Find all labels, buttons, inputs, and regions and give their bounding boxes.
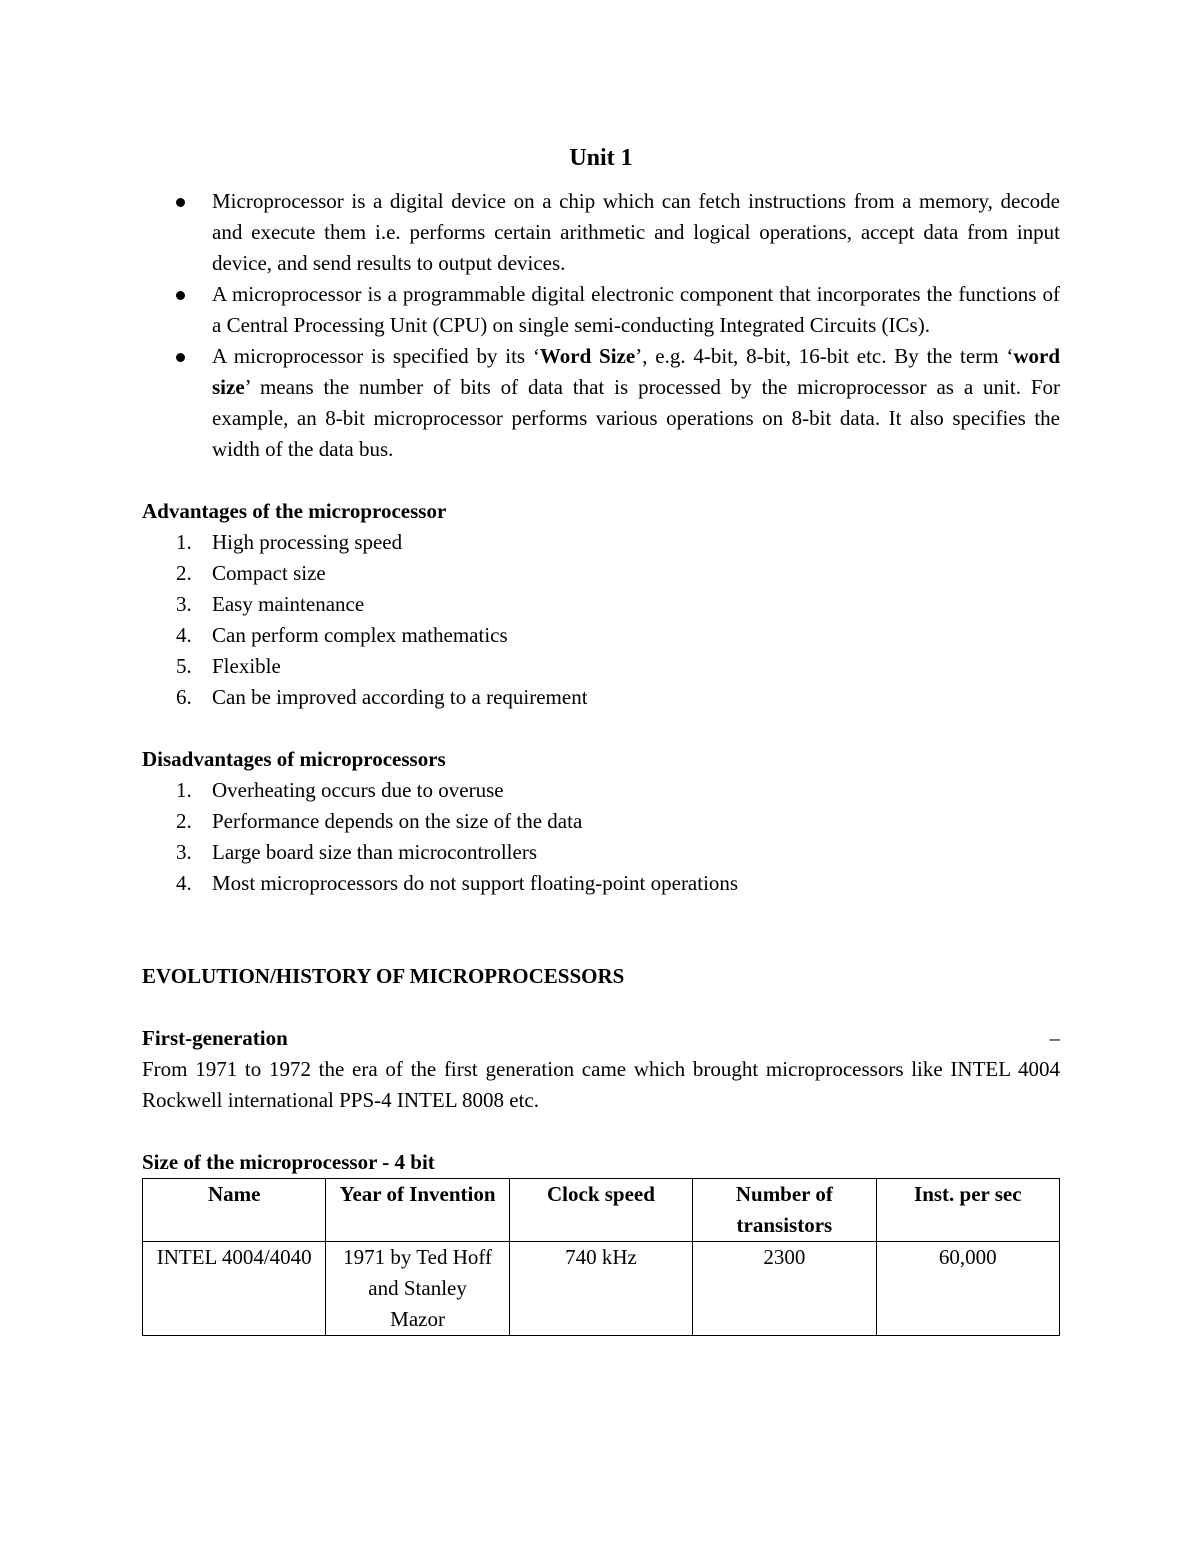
bullet-text: Microprocessor is a digital device on a chip which can fetch instructions from a memory, decode and execute them i.e. performs certain arithmetic and logical operations, accept data from input device, and send results to output devices. — [212, 189, 1060, 275]
list-number: 6. — [176, 685, 192, 709]
list-item-text: Flexible — [212, 654, 281, 678]
list-item-text: Large board size than microcontrollers — [212, 840, 537, 864]
list-item — [142, 589, 1060, 620]
list-item-text: Can perform complex mathematics — [212, 623, 508, 647]
disadvantages-list — [142, 775, 1060, 899]
bullet-text-part: A microprocessor is specified by its ‘ — [212, 344, 540, 368]
list-item-text: High processing speed — [212, 530, 403, 554]
list-number: 3. — [176, 840, 192, 864]
table-header-row — [143, 1179, 1060, 1242]
bullet-bold-term: word size — [212, 344, 1060, 399]
table-header-cell: Name — [143, 1179, 326, 1242]
bullet-icon — [176, 291, 185, 300]
list-number: 4. — [176, 871, 192, 895]
list-item-text: Easy maintenance — [212, 592, 365, 616]
bullet-item — [142, 186, 1060, 279]
microprocessor-table — [142, 1178, 1060, 1336]
advantages-heading: Advantages of the microprocessor — [142, 499, 447, 523]
bullet-icon — [176, 353, 185, 362]
list-item-text: Can be improved according to a requirement — [212, 685, 588, 709]
table-header-cell: Year of Invention — [326, 1179, 509, 1242]
size-label: Size of the microprocessor - 4 bit — [142, 1150, 435, 1174]
list-item — [142, 620, 1060, 651]
list-number: 2. — [176, 561, 192, 585]
list-number: 3. — [176, 592, 192, 616]
bullet-item — [142, 341, 1060, 465]
list-item — [142, 527, 1060, 558]
advantages-list — [142, 527, 1060, 713]
list-number: 1. — [176, 778, 192, 802]
disadvantages-heading: Disadvantages of microprocessors — [142, 747, 446, 771]
list-number: 4. — [176, 623, 192, 647]
intro-bullet-list — [142, 186, 1060, 465]
table-cell: 740 kHz — [509, 1242, 692, 1336]
page-title: Unit 1 — [569, 145, 633, 171]
list-number: 1. — [176, 530, 192, 554]
table-cell: 1971 by Ted Hoff and Stanley Mazor — [326, 1242, 509, 1336]
bullet-text: A microprocessor is a programmable digital electronic component that incorporates the functions of a Central Processing Unit (CPU) on single semi-conducting Integrated Circuits (ICs). — [212, 282, 1060, 337]
first-generation-heading-row — [142, 1023, 1060, 1054]
list-item-text: Overheating occurs due to overuse — [212, 778, 504, 802]
list-item — [142, 682, 1060, 713]
table-cell: 60,000 — [876, 1242, 1059, 1336]
list-item — [142, 651, 1060, 682]
bullet-text-part: ’, e.g. 4-bit, 8-bit, 16-bit etc. By the term ‘ — [635, 344, 1014, 368]
list-item — [142, 558, 1060, 589]
list-number: 2. — [176, 809, 192, 833]
table-header-cell: Number of transistors — [693, 1179, 876, 1242]
list-item-text: Performance depends on the size of the data — [212, 809, 583, 833]
first-generation-paragraph: From 1971 to 1972 the era of the first generation came which brought microprocessors like INTEL 4004 Rockwell international PPS-4 INTEL 8008 etc. — [142, 1057, 1060, 1112]
list-item — [142, 868, 1060, 899]
table-header-cell: Inst. per sec — [876, 1179, 1059, 1242]
table-row — [143, 1242, 1060, 1336]
bullet-text-part: ’ means the number of bits of data that is processed by the microprocessor as a unit. For example, an 8-bit microprocessor performs various operations on 8-bit data. It also specifies the width of the data bus. — [212, 375, 1060, 461]
list-item-text: Most microprocessors do not support floating-point operations — [212, 871, 739, 895]
table-cell: 2300 — [693, 1242, 876, 1336]
evolution-heading: EVOLUTION/HISTORY OF MICROPROCESSORS — [142, 964, 625, 988]
list-item — [142, 806, 1060, 837]
list-item — [142, 837, 1060, 868]
first-generation-heading: First-generation — [142, 1026, 288, 1050]
table-cell: INTEL 4004/4040 — [143, 1242, 326, 1336]
list-item — [142, 775, 1060, 806]
document-page — [142, 140, 1060, 1336]
heading-dash: – — [1049, 1026, 1060, 1050]
list-item-text: Compact size — [212, 561, 326, 585]
bullet-icon — [176, 198, 185, 207]
table-header-cell: Clock speed — [509, 1179, 692, 1242]
bullet-item — [142, 279, 1060, 341]
bullet-bold-term: Word Size — [539, 344, 636, 368]
list-number: 5. — [176, 654, 192, 678]
